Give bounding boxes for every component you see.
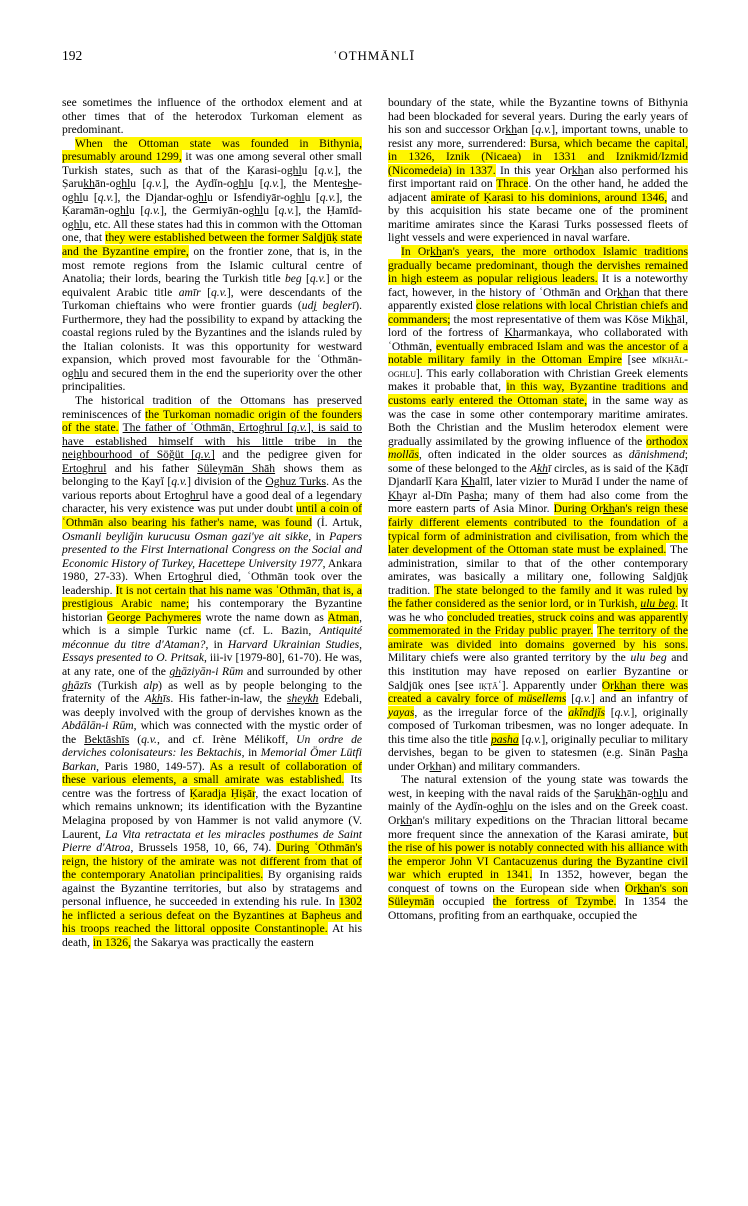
page-header	[62, 48, 686, 68]
two-column-body	[62, 96, 688, 949]
paragraph: The historical tradition of the Ottomans has preserved reminiscences of the Turkoman nomadic origin of the founders of the state. The father of ʿOthmān, Ertoghrul [q.v.], is said to have established himself with his little tribe in the neighbourhood of Söğüt [q.v.] and the pedigree given for Ertoghrul and his father Süleymān Shāh shows them as belonging to the Ḳayĭ [q.v.] division of the Oghuz Turks. As the various reports about Ertoghrul have a good deal of a legendary character, his very existence was put under doubt until a coin of ʿOthmān also bearing his father's name, was found (İ. Artuk, Osmanli beyliğin kurucusu Osman gazi'ye ait sikke, in Papers presented to the First International Congress on the Social and Economic History of Turkey, Hacettepe University 1977, Ankara 1980, 27-33). When Ertoghrul died, ʿOthmān took over the leadership. It is not certain that his name was ʿOthmān, that is, a prestigious Arabic name; his contemporary the Byzantine historian George Pachymeres wrote the name down as Atman, which is a simple Turkic name (cf. L. Bazin, Antiquité méconnue du titre d'Ataman?, in Harvard Ukrainian Studies, Essays presented to O. Pritsak, iii-iv [1979-80], 61-70). He was, at any rate, one of the ghāziyān-i Rūm and surrounded by other ghāzīs (Turkish alp) as well as by people belonging to the fraternity of the Akhīs. His father-in-law, the sheykh Edebali, was deeply involved with the group of dervishes known as the Abdālān-i Rūm, which was connected with the mystic order of the Bektāshīs (q.v., and cf. Irène Mélikoff, Un ordre de derviches colonisateurs: les Bektachis, in Memorial Ömer Lütfi Barkan, Paris 1980, 149-57). As a result of collaboration of these various elements, a small amirate was established. Its centre was the fortress of Ḳaradja Ḥiṣār, the exact location of which remains unknown; its identification with the Byzantine Melagina proposed by von Hammer is not valid anymore (V. Laurent, La Vita retractata et les miracles posthumes de Saint Pierre d'Atroa, Brussels 1958, 10, 66, 74). During ʿOthmān's reign, the history of the amirate was not different from that of the contemporary Anatolian principalities. By organising raids against the Byzantine territories, but also by stratagems and personal influence, he succeeded in extending his rule. In 1302 he inflicted a serious defeat on the Byzantines at Bapheus and his troops reached the littoral opposite Constantinople. At his death, in 1326, the Sakarya was practically the eastern	[62, 394, 363, 949]
right-column	[388, 96, 688, 949]
paragraph: When the Ottoman state was founded in Bithynia, presumably around 1299, it was one among several other small Turkish states, such as that of the Ḳarasi-oghlu [q.v.], the Ṣarukhān-oghlu [q.v.], the Aydĭn-oghlu [q.v.], the Menteshe-oghlu [q.v.], the Djandar-oghlu or Isfendiyār-oghlu [q.v.], the Ḳaramān-oghlu [q.v.], the Germiyān-oghlu [q.v.], the Ḥamīd-oghlu, etc. All these states had this in common with the Ottoman one, that they were established between the former Salḏjūḳ state and the Byzantine empire, on the frontier zone, that is, in the most remote regions from the Islamic cultural centre of Anatolia; their lords, bearing the Turkish title beg [q.v.] or the equivalent Arabic title amīr [q.v.], were descendants of the Turkoman chieftains who were frontier guards (udj beglerī). Furthermore, they had the possibility to expand by attacking the coastal regions ruled by the Byzantines and the islands ruled by the Italian colonists. It was this opportunity for westward expansion, which proved most favourable for the ʿOthmān-oghlu and secured them in the end the superiority over the other principalities.	[62, 136, 363, 394]
paragraph: In Orkhan's years, the more orthodox Islamic traditions gradually became predominant, though the dervishes remained in high esteem as popular religious leaders. It is a noteworthy fact, however, in the history of ʿOthmān and Orkhan that there apparently existed close relations with local Christian chiefs and commanders; the most representative of them was Köse Mikhāl, lord of the fortress of Kharmankaya, who collaborated with ʿOthmān, eventually embraced Islam and was the ancestor of a notable military family in the Ottoman Empire [see mīkhāl-oghlu]. This early collaboration with Christian Greek elements makes it probable that, in this way, Byzantine traditions and customs early entered the Ottoman state, in the same way as was the case in some other contemporary maritime amirates. Both the Christian and the Muslim heterodox element were gradually assimilated by the growing influence of the orthodox mollās, often indicated in the older sources as dānishmend; some of these belonged to the Akhī circles, as is said of the Ḳāḍī Djandarlĭ Ḳara Khalīl, later vizier to Murād I under the name of Khayr al-Dīn Pasha; many of them had also come from the more eastern parts of Asia Minor. During Orkhan's reign these fairly different elements contributed to the foundation of a typical form of administration and civilisation, from which the later development of the Ottoman state must be explained. The administration, similar to that of the other contemporary amirates, was basically a military one, following Salḏjūḳ tradition. The state belonged to the family and it was ruled by the father considered as the senior lord, or in Turkish, ulu beg. It was he who concluded treaties, struck coins and was apparently commemorated in the Friday public prayer. The territory of the amirate was divided into domains governed by his sons. Military chiefs were also granted territory by the ulu beg and this institution may have reposed on earlier Byzantine or Salḏjūḳ ones [see iḳṭāʿ]. Apparently under Orkhan there was created a cavalry force of müsellems [q.v.] and an infantry of yayas, as the irregular force of the akĭndjĭs [q.v.], originally composed of Turkoman tribesmen, was no longer adequate. In this time also the title pasha [q.v.], originally peculiar to military dervishes, began to be given to statesmen (e.g. Sinān Pasha under Orkhan) and military commanders.	[388, 245, 689, 773]
paragraph: see sometimes the influence of the orthodox element and at other times that of the heterodox Turkoman element as predominant.	[62, 96, 362, 137]
paragraph: boundary of the state, while the Byzantine towns of Bithynia had been blockaded for several years. During the early years of his son and successor Orkhan [q.v.], important towns, unable to resist any more, surrendered: Bursa, which became the capital, in 1326, Iznik (Nicaea) in 1331 and Iznikmid/Izmid (Nicomedeia) in 1337. In this year Orkhan also performed his first important raid on Thrace. On the other hand, he added the adjacent amirate of Ḳarasi to his dominions, around 1346, and by this acquisition his state became one of the prominent maritime amirates since the Ḳarasi Turks possessed fleets of light vessels and were experienced in naval warfare.	[388, 96, 689, 245]
running-head: ʿOTHMĀNLĪ	[333, 48, 415, 63]
paragraph: The natural extension of the young state was towards the west, in keeping with the naval raids of the Ṣarukhān-oghlu and mainly of the Aydĭn-oghlu on the isles and on the Greek coast. Orkhan's military expeditions on the Thracian littoral became more frequent since the annexation of the Ḳarasi amirate, but the rise of his power is notably connected with his alliance with the emperor John VI Cantacuzenus during the Byzantine civil war which erupted in 1341. In 1352, however, began the conquest of towns on the European side when Orkhan's son Süleymān occupied the fortress of Tzymbe. In 1354 the Ottomans, profiting from an earthquake, occupied the	[388, 773, 688, 922]
left-column	[62, 96, 362, 949]
page-number: 192	[62, 48, 83, 63]
